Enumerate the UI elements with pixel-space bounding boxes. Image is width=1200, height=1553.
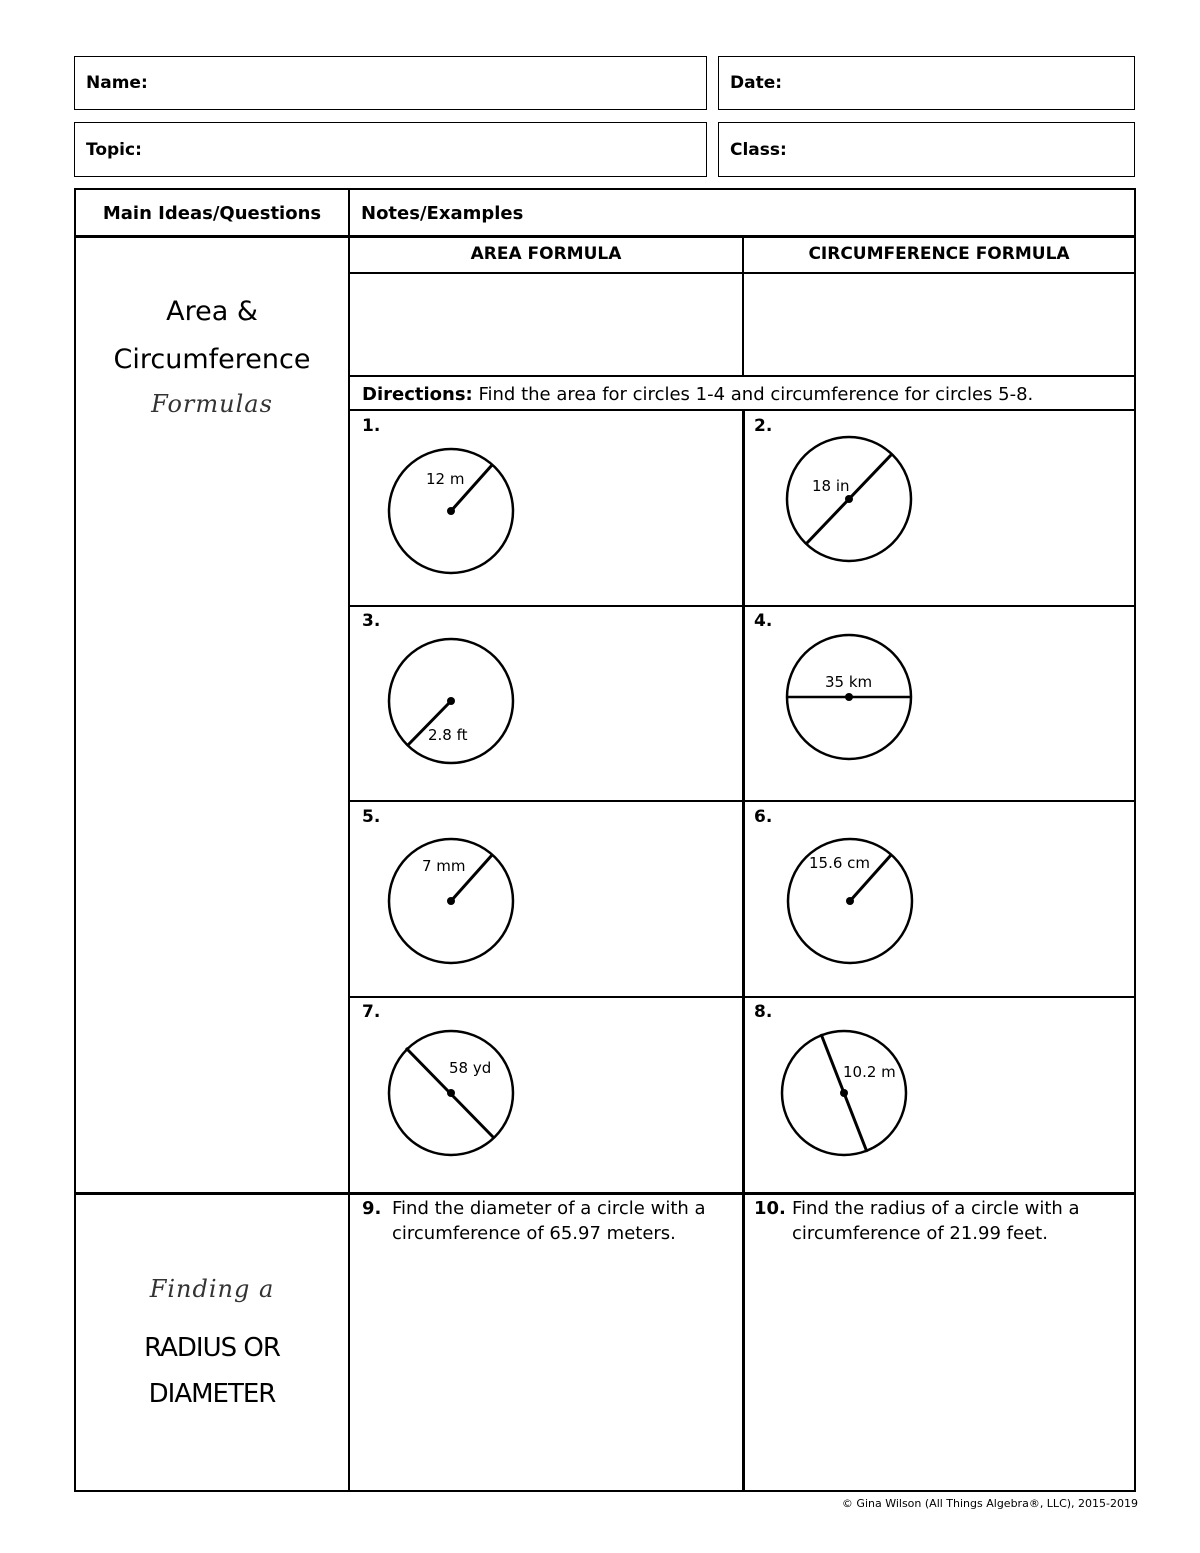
question-9 <box>362 1196 736 1246</box>
circle-2-label: 18 in <box>812 477 850 495</box>
main-ideas-header: Main Ideas/Questions <box>102 203 322 224</box>
circle-8-diagram <box>779 1028 909 1158</box>
circle-7-diagram <box>386 1028 516 1158</box>
circle-1-label: 12 m <box>426 470 465 488</box>
side-title-script-formulas: Formulas <box>151 390 273 418</box>
circumference-formula-header: CIRCUMFERENCE FORMULA <box>808 244 1070 264</box>
name-label: Name: <box>86 73 148 93</box>
problem-4-number: 4. <box>754 611 773 631</box>
side-title-line2: Circumference <box>113 344 311 375</box>
directions-text: Find the area for circles 1-4 and circumference for circles 5-8. <box>478 384 1034 405</box>
topic-field[interactable] <box>74 122 707 177</box>
problem-3-number: 3. <box>362 611 381 631</box>
class-field[interactable] <box>718 122 1135 177</box>
question-10-number: 10. <box>754 1198 786 1219</box>
area-formula-header: AREA FORMULA <box>470 244 622 264</box>
side-title-line1: Area & <box>166 296 258 327</box>
date-field[interactable] <box>718 56 1135 110</box>
notes-table <box>74 188 1136 1492</box>
copyright-footer: © Gina Wilson (All Things Algebra®, LLC), 2015-2019 <box>841 1497 1138 1510</box>
date-label: Date: <box>730 73 783 93</box>
problem-8-number: 8. <box>754 1002 773 1022</box>
question-9-number: 9. <box>362 1198 382 1219</box>
side-title-script-finding: Finding a <box>149 1275 275 1303</box>
circle-3-diagram <box>386 636 516 766</box>
circle-8-label: 10.2 m <box>843 1063 896 1081</box>
name-field[interactable] <box>74 56 707 110</box>
directions <box>362 384 1033 405</box>
circle-5-diagram <box>386 836 516 966</box>
circle-5-label: 7 mm <box>422 857 466 875</box>
question-9-text: Find the diameter of a circle with a circumference of 65.97 meters. <box>392 1198 706 1244</box>
circle-4-label: 35 km <box>825 673 873 691</box>
circle-7-label: 58 yd <box>449 1059 492 1077</box>
question-10 <box>754 1196 1124 1246</box>
side-title-area-circumference <box>76 288 348 384</box>
class-label: Class: <box>730 139 787 160</box>
side-title-diameter: DIAMETER <box>148 1379 276 1409</box>
problem-2-number: 2. <box>754 416 773 436</box>
problem-1-number: 1. <box>362 416 381 436</box>
problem-5-number: 5. <box>362 807 381 827</box>
topic-label: Topic: <box>86 139 142 160</box>
directions-label: Directions: <box>362 384 473 405</box>
circle-3-label: 2.8 ft <box>428 726 468 744</box>
question-10-text: Find the radius of a circle with a circumference of 21.99 feet. <box>792 1198 1080 1244</box>
circle-4-diagram <box>784 632 914 762</box>
problem-7-number: 7. <box>362 1002 381 1022</box>
circle-6-label: 15.6 cm <box>809 854 871 872</box>
notes-examples-header: Notes/Examples <box>361 203 524 224</box>
side-title-radius-diameter <box>76 1325 348 1417</box>
problem-6-number: 6. <box>754 807 773 827</box>
circle-2-diagram <box>784 434 914 564</box>
circle-6-diagram <box>785 836 915 966</box>
circle-1-diagram <box>386 446 516 576</box>
side-title-radius: RADIUS OR <box>144 1333 280 1363</box>
